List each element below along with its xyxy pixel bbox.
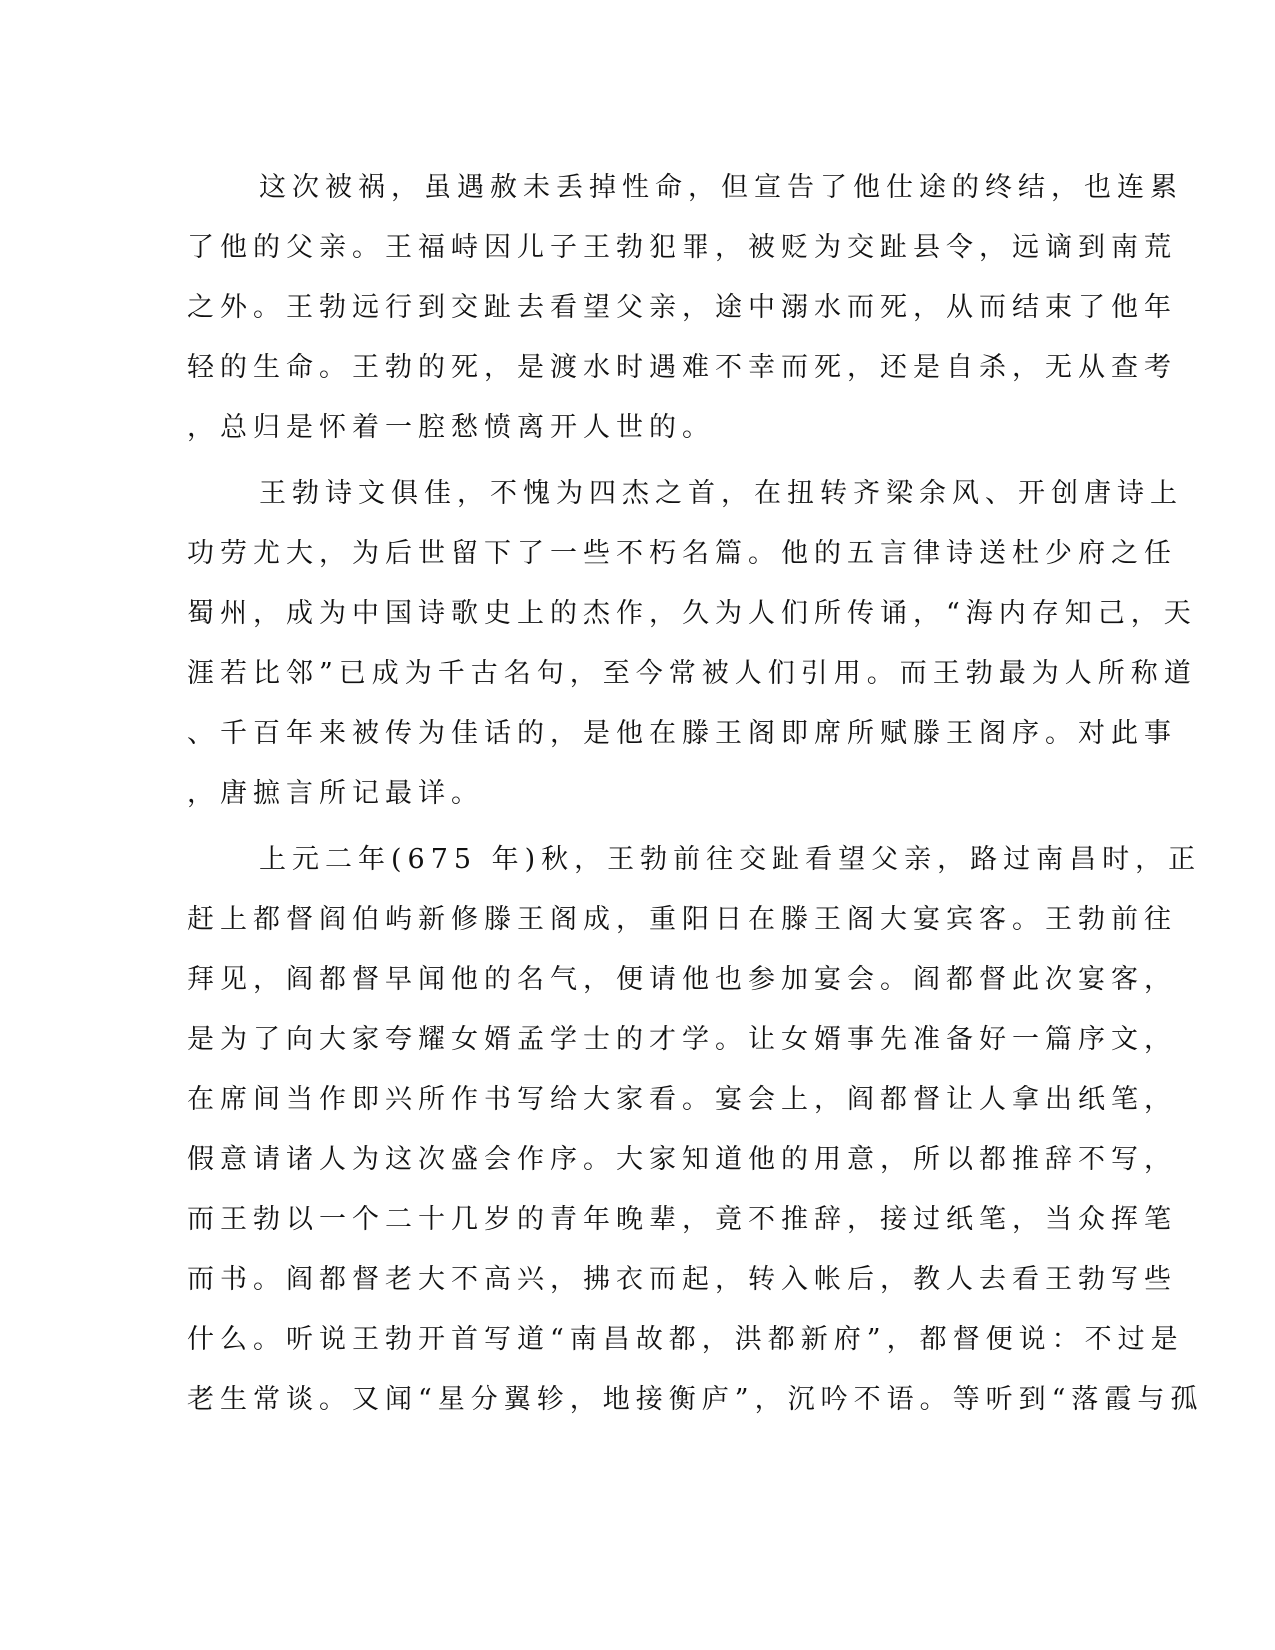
- text-line: 赶上都督阎伯屿新修滕王阁成，重阳日在滕王阁大宴宾客。王勃前往: [187, 904, 1177, 935]
- text-line: 这次被祸，虽遇赦未丢掉性命，但宣告了他仕途的终结，也连累: [259, 172, 1183, 203]
- text-line: 上元二年(675 年)秋，王勃前往交趾看望父亲，路过南昌时，正: [259, 844, 1202, 875]
- text-line: 之外。王勃远行到交趾去看望父亲，途中溺水而死，从而结束了他年: [187, 292, 1177, 323]
- text-line: 而书。阎都督老大不高兴，拂衣而起，转入帐后，教人去看王勃写些: [187, 1264, 1177, 1295]
- text-line: 假意请诸人为这次盛会作序。大家知道他的用意，所以都推辞不写，: [187, 1144, 1177, 1175]
- body-text: [187, 158, 1204, 1430]
- text-line: 在席间当作即兴所作书写给大家看。宴会上，阎都督让人拿出纸笔，: [187, 1084, 1177, 1115]
- text-line: 老生常谈。又闻“星分翼轸，地接衡庐”，沉吟不语。等听到“落霞与孤: [187, 1384, 1204, 1415]
- text-line: 、千百年来被传为佳话的，是他在滕王阁即席所赋滕王阁序。对此事: [187, 718, 1177, 749]
- text-line: 王勃诗文俱佳，不愧为四杰之首，在扭转齐梁余风、开创唐诗上: [259, 478, 1183, 509]
- text-line: 蜀州，成为中国诗歌史上的杰作，久为人们所传诵，“海内存知己，天: [187, 598, 1197, 629]
- text-line: 功劳尤大，为后世留下了一些不朽名篇。他的五言律诗送杜少府之任: [187, 538, 1177, 569]
- text-line: 轻的生命。王勃的死，是渡水时遇难不幸而死，还是自杀，无从查考: [187, 352, 1177, 383]
- text-line: 涯若比邻”已成为千古名句，至今常被人们引用。而王勃最为人所称道: [187, 658, 1197, 689]
- text-line: 什么。听说王勃开首写道“南昌故都，洪都新府”，都督便说：不过是: [187, 1324, 1184, 1355]
- text-line: ，总归是怀着一腔愁愤离开人世的。: [187, 412, 715, 443]
- text-line: 拜见，阎都督早闻他的名气，便请他也参加宴会。阎都督此次宴客，: [187, 964, 1177, 995]
- text-line: 而王勃以一个二十几岁的青年晚辈，竟不推辞，接过纸笔，当众挥笔: [187, 1204, 1177, 1235]
- text-line: 是为了向大家夸耀女婿孟学士的才学。让女婿事先准备好一篇序文，: [187, 1024, 1177, 1055]
- text-line: 了他的父亲。王福峙因儿子王勃犯罪，被贬为交趾县令，远谪到南荒: [187, 232, 1177, 263]
- text-line: ，唐摭言所记最详。: [187, 778, 484, 809]
